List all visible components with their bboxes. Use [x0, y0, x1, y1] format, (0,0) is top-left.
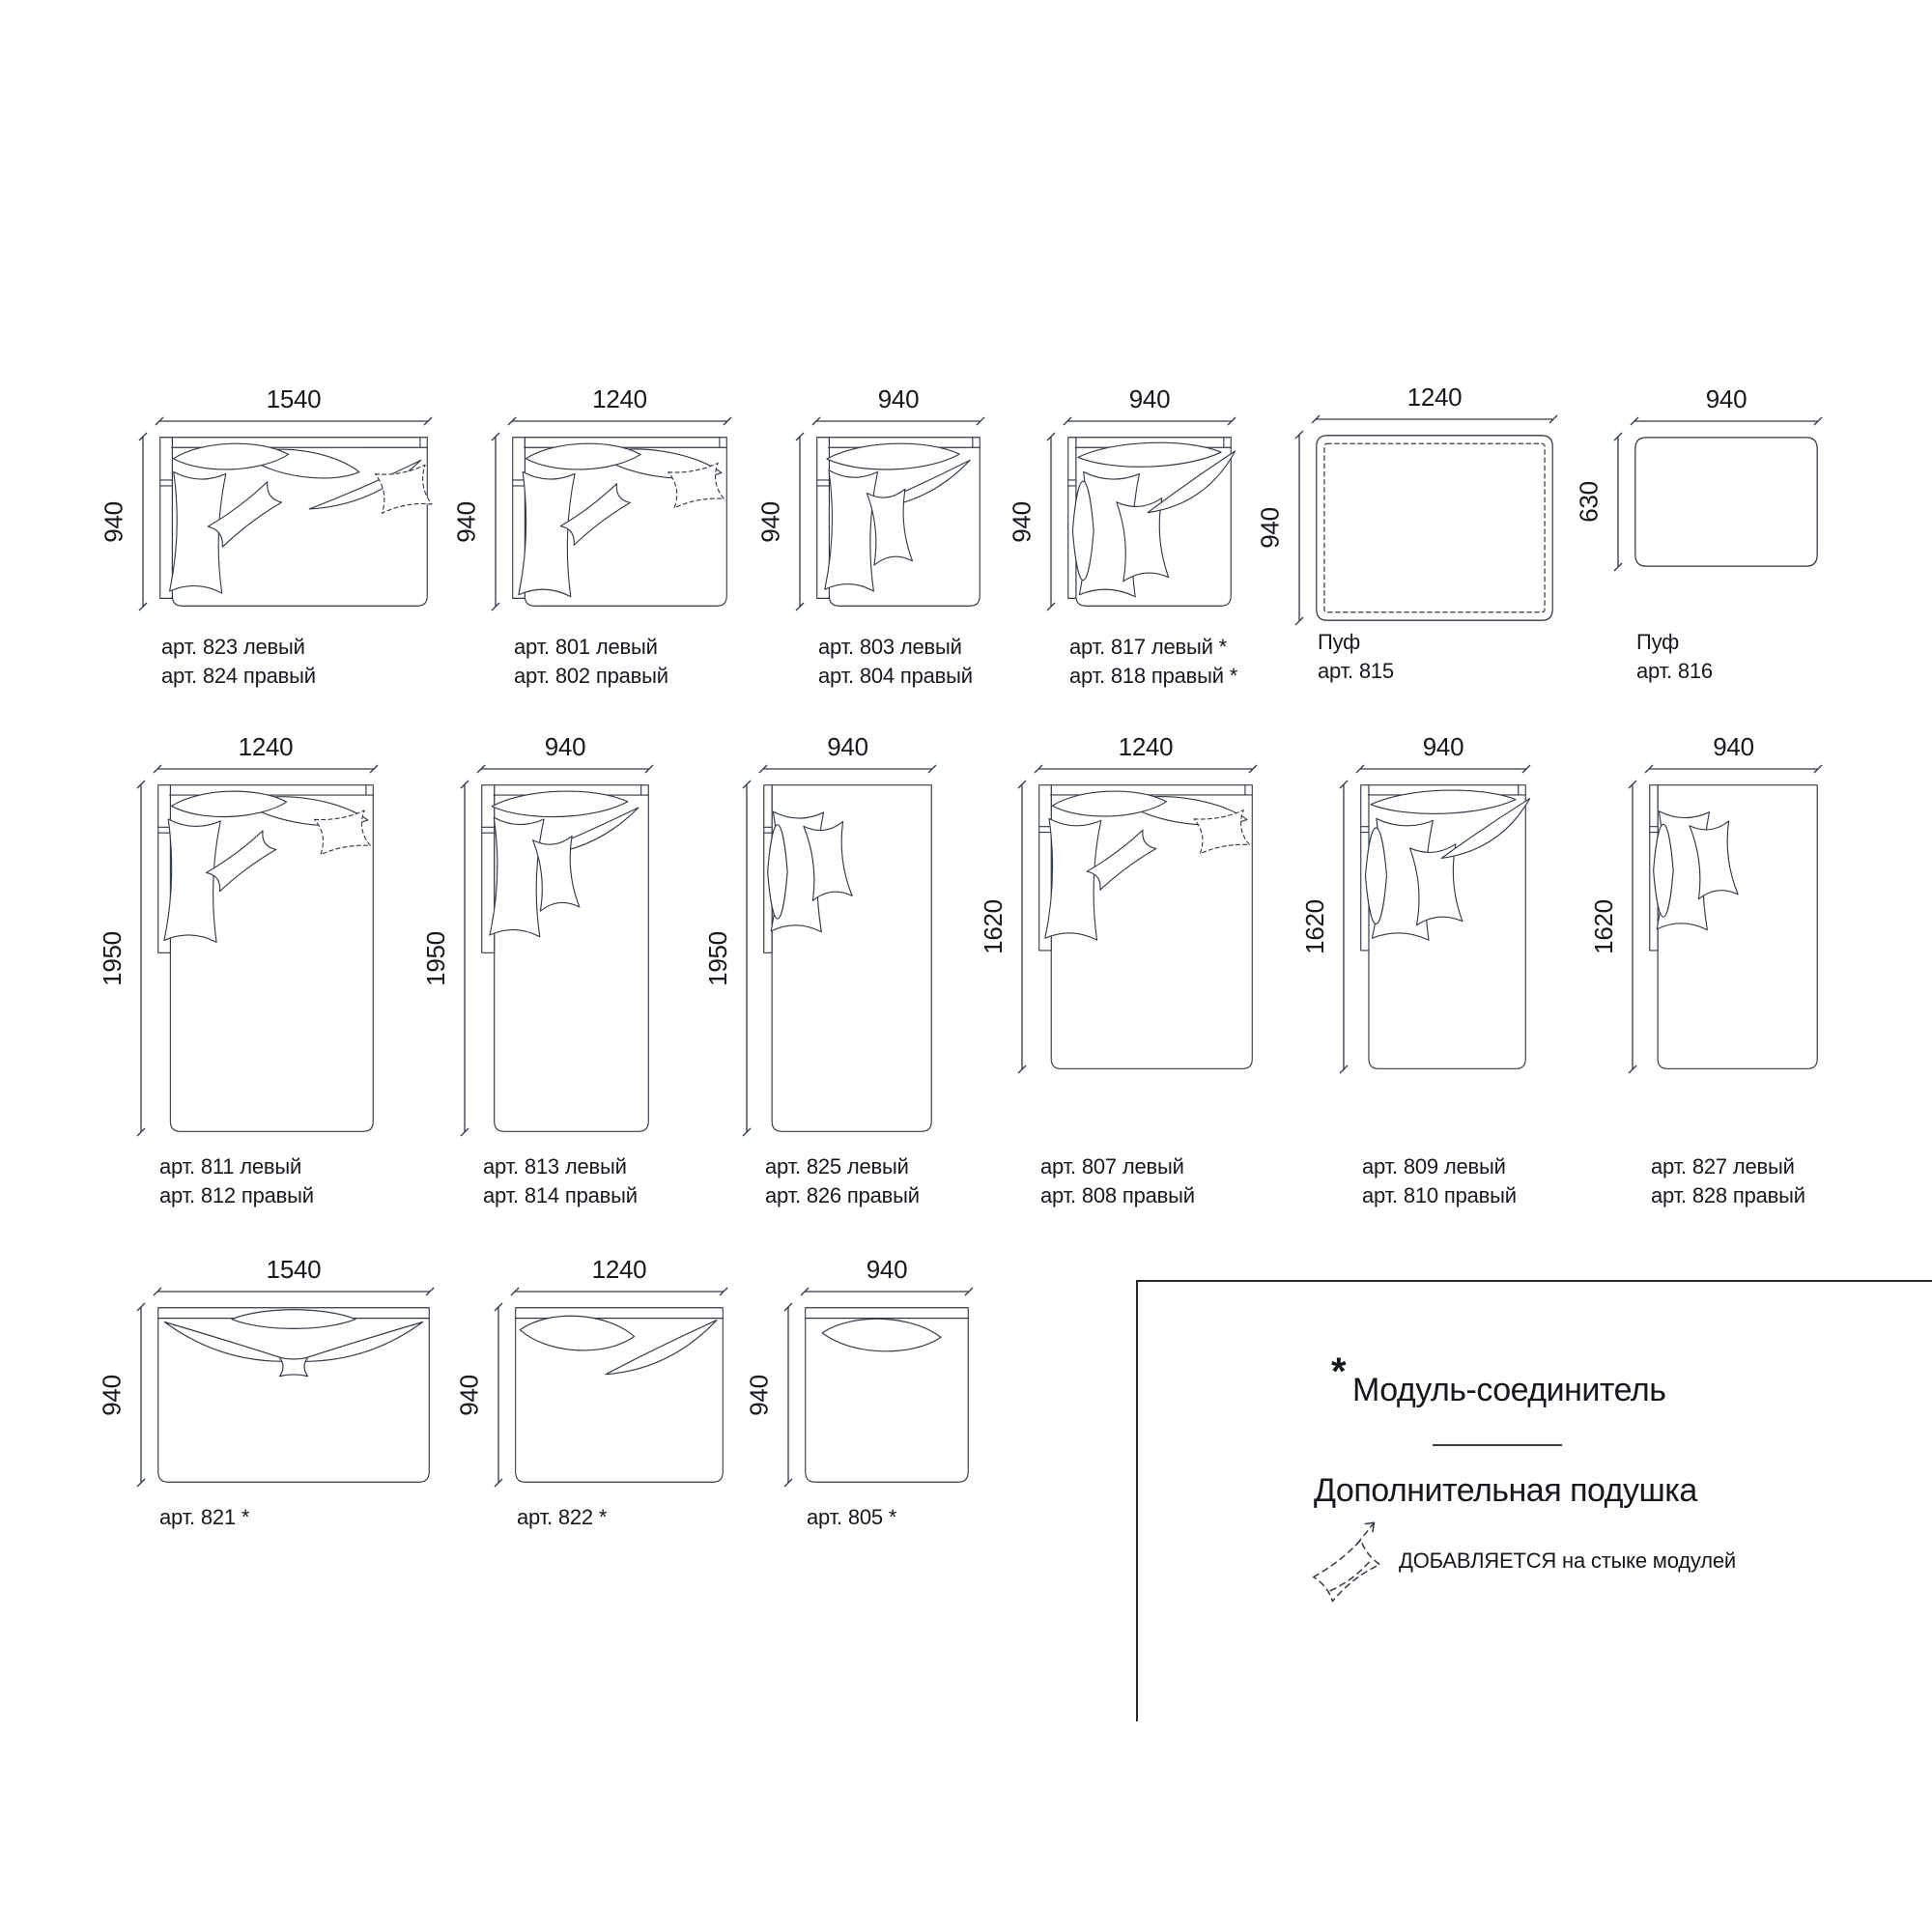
module-top-view-drawing	[157, 784, 374, 1132]
module-top-view-drawing	[1360, 784, 1526, 1069]
module-article-label	[483, 1152, 638, 1210]
width-dimension-value: 1240	[238, 732, 294, 761]
height-dimension-line	[488, 430, 503, 618]
module-article-label	[1040, 1152, 1195, 1210]
legend-asterisk: *	[1331, 1350, 1347, 1393]
module-article-label	[514, 633, 668, 691]
module-article-label	[1318, 628, 1394, 686]
module-article-label-line: арт. 827 левый	[1651, 1154, 1795, 1179]
width-dimension-value: 940	[1128, 384, 1171, 413]
legend-note: ДОБАВЛЯЕТСЯ на стыке модулей	[1399, 1548, 1736, 1573]
height-dimension-value: 1620	[1299, 899, 1329, 954]
module-top-view-drawing	[1067, 437, 1232, 607]
module-article-label-line: Пуф	[1636, 630, 1680, 654]
module-article-label-line: арт. 802 правый	[514, 664, 668, 688]
module-article-label-line: арт. 818 правый *	[1069, 664, 1238, 688]
module-top-view-drawing	[481, 784, 649, 1132]
module-top-view-drawing	[159, 437, 428, 607]
module-article-label-line: Пуф	[1318, 630, 1361, 654]
module-article-label	[159, 1152, 314, 1210]
height-dimension-value: 1620	[978, 899, 1008, 954]
height-dimension-value: 940	[451, 500, 481, 543]
width-dimension-line	[1032, 761, 1260, 781]
module-article-label-line: арт. 807 левый	[1040, 1154, 1184, 1179]
width-dimension-line	[810, 413, 987, 434]
legend-title: Модуль-соединитель	[1352, 1372, 1666, 1408]
width-dimension-line	[151, 1284, 437, 1304]
module-top-view-drawing	[512, 437, 727, 607]
height-dimension-value: 940	[755, 500, 785, 543]
module-article-label-line: арт. 823 левый	[161, 635, 305, 659]
module-article-label	[159, 1503, 249, 1532]
module-article-label-line: арт. 811 левый	[159, 1154, 302, 1179]
height-dimension-value: 1950	[97, 930, 127, 986]
module-article-label-line: арт. 803 левый	[818, 635, 962, 659]
height-dimension-value: 630	[1574, 481, 1604, 523]
module-article-label-line: арт. 808 правый	[1040, 1183, 1195, 1208]
module-article-label	[1636, 628, 1713, 686]
height-dimension-value: 1620	[1588, 899, 1618, 954]
width-dimension-value: 940	[544, 732, 586, 761]
height-dimension-line	[1043, 430, 1059, 618]
height-dimension-line	[133, 778, 149, 1144]
module-article-label-line: арт. 821 *	[159, 1505, 250, 1529]
module-article-label-line: арт. 815	[1318, 659, 1394, 683]
module-top-view-drawing	[1316, 435, 1553, 621]
height-dimension-value: 940	[454, 1374, 484, 1416]
module-article-label-line: арт. 817 левый *	[1069, 635, 1228, 659]
legend-divider	[1433, 1444, 1562, 1446]
height-dimension-value: 940	[1255, 507, 1285, 549]
module-article-label	[807, 1503, 896, 1532]
width-dimension-line	[151, 761, 381, 781]
module-article-label	[1069, 633, 1237, 691]
height-dimension-line	[1610, 430, 1626, 579]
module-top-view-drawing	[1038, 784, 1253, 1069]
height-dimension-line	[1336, 778, 1351, 1081]
module-article-label	[161, 633, 316, 691]
width-dimension-line	[756, 761, 939, 781]
module-article-label-line: арт. 801 левый	[514, 635, 658, 659]
height-dimension-value: 940	[99, 500, 128, 543]
width-dimension-line	[153, 413, 435, 434]
width-dimension-value: 940	[866, 1255, 908, 1284]
module-top-view-drawing	[1634, 437, 1818, 567]
width-dimension-value: 940	[1713, 732, 1754, 761]
module-article-label-line: арт. 809 левый	[1362, 1154, 1506, 1179]
width-dimension-value: 1240	[592, 384, 647, 413]
width-dimension-value: 940	[877, 384, 920, 413]
width-dimension-value: 940	[1422, 732, 1464, 761]
module-article-label-line: арт. 804 правый	[818, 664, 973, 688]
height-dimension-value: 940	[1007, 500, 1037, 543]
height-dimension-line	[781, 1300, 796, 1494]
module-top-view-drawing	[1649, 784, 1818, 1069]
height-dimension-line	[739, 778, 754, 1144]
width-dimension-line	[1353, 761, 1533, 781]
module-top-view-drawing	[157, 1307, 430, 1483]
width-dimension-value: 1240	[1406, 383, 1463, 412]
height-dimension-line	[135, 430, 151, 618]
module-top-view-drawing	[763, 784, 932, 1132]
module-article-label-line: арт. 813 левый	[483, 1154, 627, 1179]
module-top-view-drawing	[816, 437, 980, 607]
module-article-label	[1651, 1152, 1805, 1210]
module-article-label-line: арт. 810 правый	[1362, 1183, 1517, 1208]
module-article-label	[818, 633, 973, 691]
module-article-label-line: арт. 828 правый	[1651, 1183, 1805, 1208]
module-article-label-line: арт. 816	[1636, 659, 1713, 683]
height-dimension-line	[792, 430, 808, 618]
module-article-label-line: арт. 805 *	[807, 1505, 897, 1529]
height-dimension-line	[1625, 778, 1640, 1081]
height-dimension-line	[133, 1300, 149, 1494]
module-top-view-drawing	[805, 1307, 969, 1483]
legend-subtitle: Дополнительная подушка	[1314, 1472, 1697, 1509]
width-dimension-value: 1240	[591, 1255, 647, 1284]
height-dimension-line	[491, 1300, 506, 1494]
height-dimension-line	[457, 778, 472, 1144]
dashed-pillow-with-arrow-icon	[1304, 1511, 1397, 1611]
module-article-label-line: арт. 812 правый	[159, 1183, 314, 1208]
width-dimension-line	[508, 1284, 730, 1304]
module-article-label-line: арт. 824 правый	[161, 664, 316, 688]
width-dimension-line	[474, 761, 656, 781]
height-dimension-line	[1014, 778, 1030, 1081]
module-article-label-line: арт. 814 правый	[483, 1183, 638, 1208]
width-dimension-value: 940	[827, 732, 868, 761]
module-article-label	[517, 1503, 607, 1532]
width-dimension-line	[1628, 413, 1825, 434]
module-article-label	[765, 1152, 920, 1210]
width-dimension-value: 1540	[266, 384, 322, 413]
width-dimension-line	[1061, 413, 1238, 434]
width-dimension-line	[1309, 412, 1560, 432]
height-dimension-value: 1950	[420, 930, 450, 986]
width-dimension-line	[505, 413, 734, 434]
module-top-view-drawing	[515, 1307, 724, 1483]
width-dimension-value: 1240	[1118, 732, 1174, 761]
module-article-label-line: арт. 826 правый	[765, 1183, 920, 1208]
height-dimension-value: 940	[744, 1374, 774, 1416]
height-dimension-line	[1292, 428, 1307, 633]
width-dimension-value: 940	[1705, 384, 1747, 413]
module-article-label-line: арт. 822 *	[517, 1505, 608, 1529]
module-article-label-line: арт. 825 левый	[765, 1154, 909, 1179]
height-dimension-value: 1950	[702, 930, 732, 986]
height-dimension-value: 940	[97, 1374, 127, 1416]
width-dimension-line	[1642, 761, 1825, 781]
module-article-label	[1362, 1152, 1517, 1210]
width-dimension-line	[798, 1284, 976, 1304]
width-dimension-value: 1540	[266, 1255, 322, 1284]
